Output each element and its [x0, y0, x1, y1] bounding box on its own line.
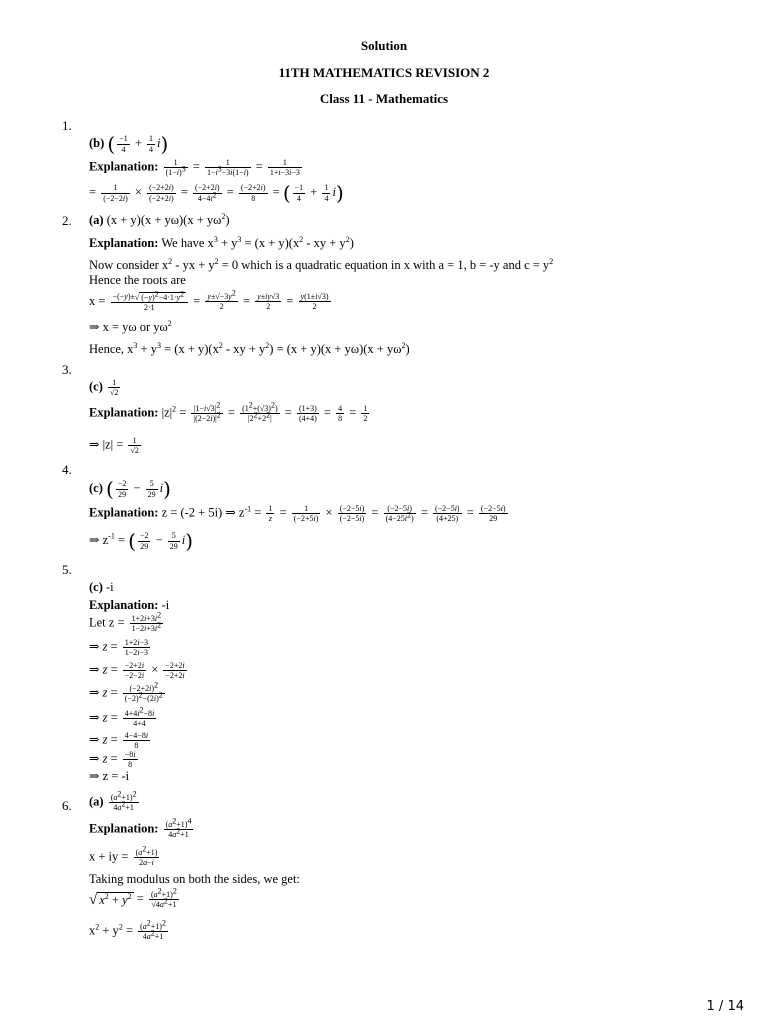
q1-explanation-line1: Explanation: $\frac{1}{(1-i)^3}$ = $\frac{1}{1-i^3-3i(1-i)}$ = $\frac{1}{1+i-3i-3}$: [89, 158, 300, 178]
q4-implies: ⇒ $z^{-1}$ = ( $\frac{-2}{29}$ − $\frac{5}{29}$ i): [89, 529, 194, 553]
q2-hence: Hence, $x^3 + y^3 = (x + y)(x^2$ - xy + $y^2) = (x + y)(x + y\omega)(x + y\omega^2)$: [89, 340, 410, 356]
explanation-text: -i: [161, 598, 170, 612]
q4-explanation: Explanation: z = (-2 + 5i) ⇒ $z^{-1}$ = $\frac{1}{z}$ = $\frac{1}{(-2+5i)}$ × $\frac{(-2-5i)}{(-2-5i)}$ = $\frac{(-2-5i)}{(4-25i^2)}$ = $\frac{(-2-5i)}{(4+25)}$ = $\frac{(-2-5i)}{29}$: [89, 504, 506, 524]
answer-option: (c): [89, 379, 103, 394]
q2-answer: (a) $(x + y)(x + y\omega)(x + y\omega^2)$: [89, 211, 230, 227]
q5-step: ⇒ z = $\frac{(-2+2i)^2}{(-2)^2-(2i)^2}$: [89, 680, 163, 704]
explanation-label: Explanation:: [89, 159, 159, 174]
q3-answer: (c) $\frac{1}{√2}$: [89, 378, 119, 398]
explanation-label: Explanation:: [89, 405, 159, 420]
q1-explanation-line2: = $\frac{1}{(-2-2i)}$ × $\frac{(-2+2i)}{(-2+2i)}$ = $\frac{(-2+2i)}{4-4i^2}$ = $\frac{(-2+2i)}{8}$ = ( $\frac{-1}{4}$ + $\frac{1}{4}$ i): [89, 181, 344, 205]
q6-modulus: √ $x^2 + y^2$ = $\frac{(a^2+1)^2}{√4a^2+1}$: [89, 886, 177, 910]
answer-option: (c): [89, 580, 103, 594]
document-subtitle: 11TH MATHEMATICS REVISION 2: [278, 65, 490, 80]
q5-let: Let z = $\frac{1+2i+3i^2}{1-2i+3i^2}$: [89, 610, 162, 634]
q6-taking: Taking modulus on both the sides, we get:: [89, 872, 300, 886]
explanation-label: Explanation:: [89, 598, 159, 612]
answer-option: (a): [89, 213, 104, 227]
answer-option: (c): [89, 480, 103, 495]
q5-result: ⇒ z = -i: [89, 769, 130, 783]
page-number: 1 / 14: [706, 999, 744, 1014]
q4-answer: (c) ( $\frac{-2}{29}$ − $\frac{5}{29}$ i): [89, 477, 171, 501]
q3-implies: ⇒ |z| = $\frac{1}{√2}$: [89, 436, 139, 456]
q5-step: ⇒ z = $\frac{-8i}{8}$: [89, 750, 136, 770]
class-heading: Class 11 - Mathematics: [319, 91, 449, 106]
q5-step: ⇒ z = $\frac{1+2i-3}{1-2i-3}$: [89, 638, 149, 658]
explanation-label: Explanation:: [89, 821, 159, 836]
question-number: 3.: [62, 362, 72, 377]
q2-explanation: Explanation: We have $x^3 + y^3 = (x + y)(x^2$ - xy + $y^2$): [89, 234, 354, 250]
q2-x-expression: x = $\frac{-(-y)\pm√ (-y)^2-4\cdot 1\cdot y^2}{2\cdot 1}$ = $\frac{y\pm√-3y^2}{2}$ = $\frac{y\pm iy√3}{2}$ = $\frac{y(1\pm i√3)}{2}$: [89, 288, 329, 312]
explanation-label: Explanation:: [89, 236, 159, 250]
q1-answer: (b) ( $\frac{-1}{4}$ + $\frac{1}{4}$ i): [89, 132, 169, 156]
q2-consider: Now consider $x^2$ - yx + $y^2 = 0$ which is a quadratic equation in x with a = 1, b = -y and $c = y^2$: [89, 256, 554, 272]
explanation-label: Explanation:: [89, 505, 159, 520]
q5-step: ⇒ z = $\frac{4-4-8i}{8}$: [89, 731, 149, 751]
question-number: 1.: [62, 118, 72, 133]
answer-option: (b): [89, 135, 105, 150]
q5-step: ⇒ z = $\frac{-2+2i}{-2-2i}$ × $\frac{-2+2i}{-2+2i}$: [89, 661, 185, 681]
q6-result: $x^2 + y^2$ = $\frac{(a^2+1)^2}{4a^2+1}$: [89, 918, 166, 942]
q6-given: x + iy = $\frac{(a^2+1)}{2a-i}$: [89, 844, 158, 868]
question-number: 2.: [62, 213, 72, 228]
document-title: Solution: [360, 38, 408, 53]
answer-option: (a): [89, 794, 104, 809]
q5-step: ⇒ z = $\frac{4+4i^2-8i}{4+4}$: [89, 705, 155, 729]
q2-roots: Hence the roots are: [89, 273, 186, 287]
answer-text: -i: [106, 580, 114, 594]
question-number: 5.: [62, 562, 72, 577]
question-number: 6.: [62, 798, 72, 813]
q6-explanation: Explanation: $\frac{(a^2+1)^4}{4a^2+1}$: [89, 816, 192, 840]
q6-answer: (a) $\frac{(a^2+1)^2}{4a^2+1}$: [89, 789, 137, 813]
q2-implies: ⇒ x = yω or $y\omega^2$: [89, 318, 172, 334]
q3-explanation: Explanation: $|z|^2$ = $\frac{|1-i√3|^2}{|(2-2i)|^2}$ = $\frac{(1^2+(√3)^2)}{|2^2+2^2|}$ = $\frac{(1+3)}{(4+4)}$ = $\frac{4}{8}$ = $\frac{1}{2}$: [89, 400, 368, 424]
q5-answer: [89, 580, 114, 595]
question-number: 4.: [62, 462, 72, 477]
